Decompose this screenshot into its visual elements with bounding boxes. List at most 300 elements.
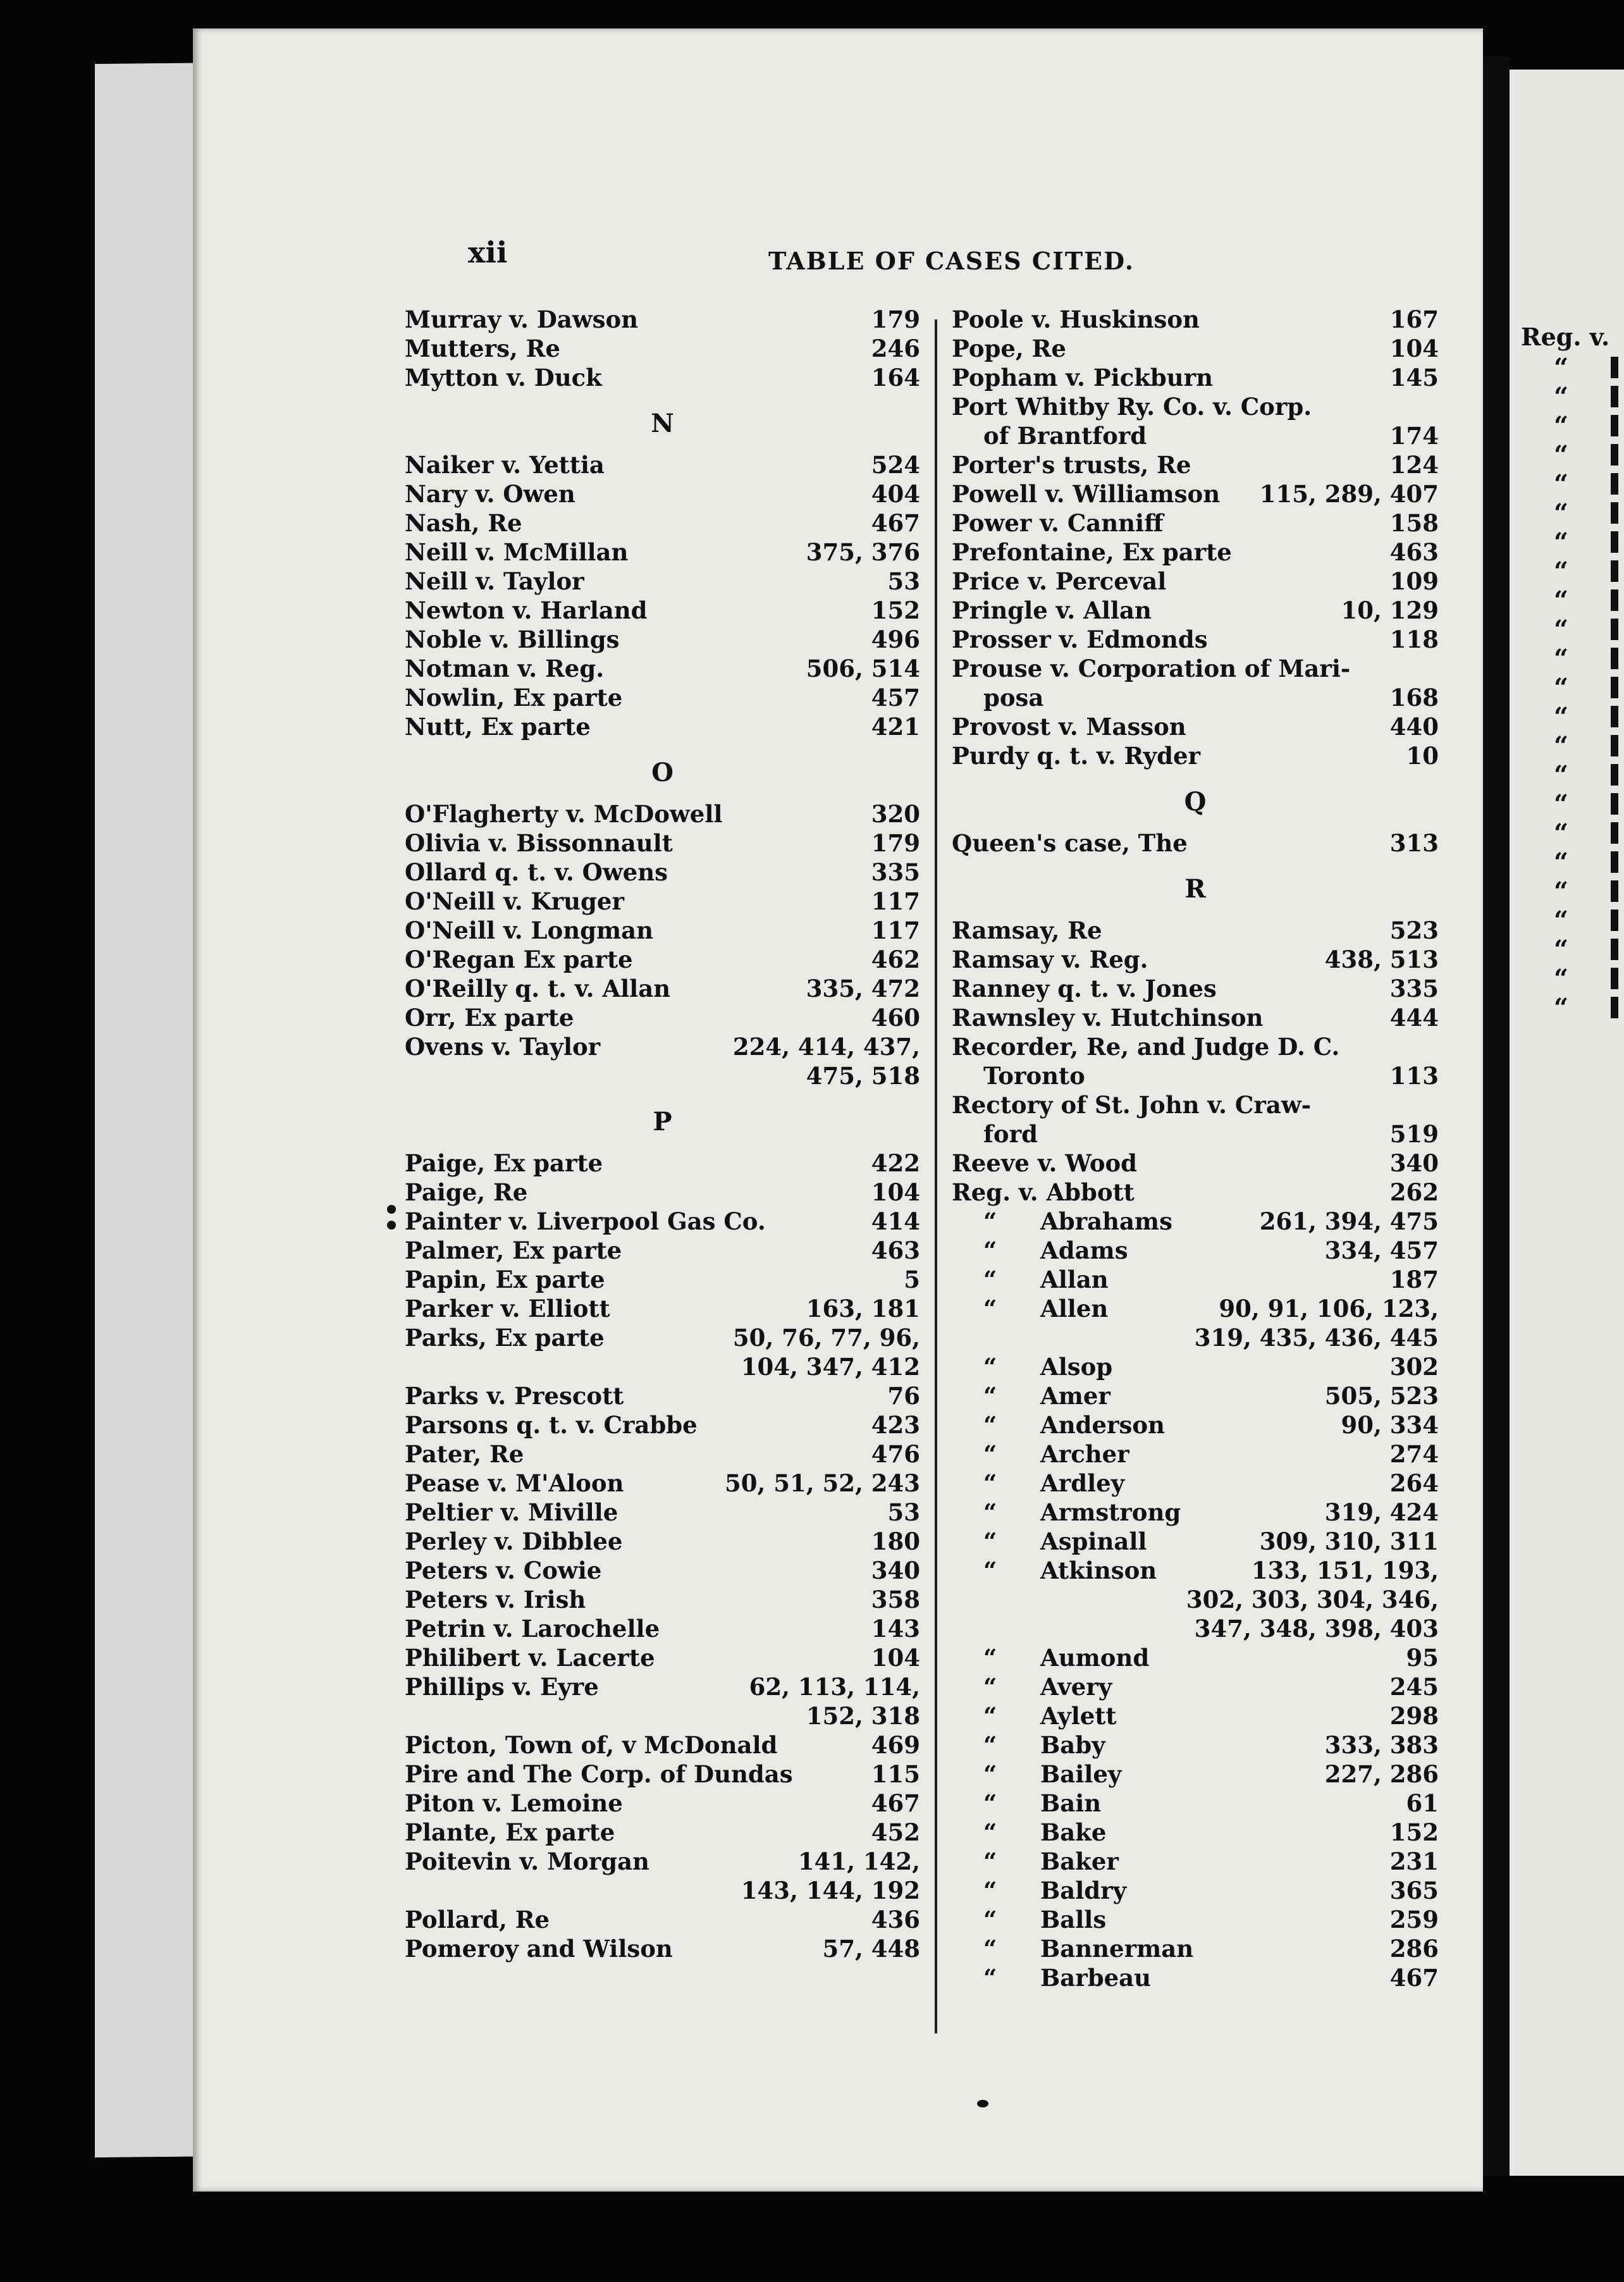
case-entry xyxy=(405,479,920,509)
case-name: Allan xyxy=(1040,1266,1109,1293)
case-entry xyxy=(405,1410,920,1440)
page-references: 335 xyxy=(1389,975,1439,1002)
case-name: Archer xyxy=(1040,1440,1129,1468)
page-references: 476 xyxy=(871,1440,920,1468)
case-name: Aspinall xyxy=(1040,1527,1147,1555)
facing-page-ditto-mark: “ xyxy=(1554,644,1569,674)
case-entry xyxy=(952,1265,1439,1294)
page-references: 440 xyxy=(1389,713,1439,741)
facing-page-ditto-mark: “ xyxy=(1554,789,1569,819)
facing-page-ditto-mark: “ xyxy=(1554,760,1569,790)
case-name: Nary v. Owen xyxy=(405,480,575,508)
page-references: 519 xyxy=(1389,1120,1439,1148)
case-entry xyxy=(405,1730,920,1760)
case-name: Prouse v. Corporation of Mari- xyxy=(952,655,1351,682)
case-name: Ramsay, Re xyxy=(952,916,1102,944)
case-entry xyxy=(405,1527,920,1556)
page-references: 53 xyxy=(887,1498,920,1526)
case-name: Toronto xyxy=(983,1062,1085,1090)
facing-page-text-stub xyxy=(1611,968,1618,989)
facing-page-text-stub xyxy=(1611,531,1618,553)
facing-page-text-stub xyxy=(1611,589,1618,611)
facing-page-ditto-mark: “ xyxy=(1554,848,1569,877)
page-references: 523 xyxy=(1389,916,1439,944)
page-references: 10, 129 xyxy=(1341,596,1439,624)
page-references: 505, 523 xyxy=(1324,1382,1439,1410)
case-name: Piton v. Lemoine xyxy=(405,1789,623,1817)
case-entry xyxy=(405,1207,920,1236)
case-entry xyxy=(405,1905,920,1934)
case-name: Queen's case, The xyxy=(952,829,1188,857)
facing-page-text-stub xyxy=(1611,910,1618,931)
case-entry xyxy=(405,1847,920,1876)
case-entry xyxy=(405,1032,920,1061)
facing-page-text-stub xyxy=(1611,851,1618,873)
case-entry xyxy=(952,712,1439,741)
case-entry xyxy=(405,1236,920,1265)
page-references: 452 xyxy=(871,1818,920,1846)
ditto-mark: “ xyxy=(983,1382,997,1410)
case-name: Port Whitby Ry. Co. v. Corp. xyxy=(952,393,1312,421)
page-references: 133, 151, 193, xyxy=(1251,1557,1439,1584)
case-name: Atkinson xyxy=(1040,1557,1157,1584)
case-name: Popham v. Pickburn xyxy=(952,364,1214,392)
page-number: xii xyxy=(468,235,508,269)
case-entry xyxy=(405,654,920,683)
page-references: 460 xyxy=(871,1004,920,1032)
case-entry xyxy=(405,683,920,712)
case-entry xyxy=(952,1352,1439,1381)
case-name: Naiker v. Yettia xyxy=(405,451,605,479)
ditto-mark: “ xyxy=(983,1847,997,1875)
page-references: 319, 435, 436, 445 xyxy=(1194,1324,1439,1352)
facing-page-ditto-mark: “ xyxy=(1554,498,1569,528)
case-name: Nowlin, Ex parte xyxy=(405,684,623,712)
facing-page-text-stub xyxy=(1611,880,1618,902)
case-entry xyxy=(405,1760,920,1789)
facing-page-ditto-mark: “ xyxy=(1554,964,1569,994)
case-name: Paige, Re xyxy=(405,1178,528,1206)
facing-page-text-stub xyxy=(1611,764,1618,786)
case-name: Avery xyxy=(1040,1673,1112,1701)
case-name: Poole v. Huskinson xyxy=(952,305,1200,333)
case-name: Amer xyxy=(1040,1382,1110,1410)
case-entry xyxy=(952,1003,1439,1032)
page-references: 53 xyxy=(887,567,920,595)
case-entry xyxy=(405,334,920,363)
page-references: 143, 144, 192 xyxy=(741,1877,920,1904)
facing-page-text-stub xyxy=(1611,997,1618,1018)
page-references: 286 xyxy=(1389,1935,1439,1963)
case-name: Ardley xyxy=(1040,1469,1125,1497)
case-entry xyxy=(952,1934,1439,1963)
case-name: Murray v. Dawson xyxy=(405,305,639,333)
case-entry xyxy=(405,305,920,334)
facing-page-fragment xyxy=(1510,70,1624,2176)
case-name: Abrahams xyxy=(1040,1207,1172,1235)
case-name: Peltier v. Miville xyxy=(405,1498,618,1526)
case-entry xyxy=(405,363,920,392)
page-references: 302, 303, 304, 346, xyxy=(1186,1586,1439,1613)
section-letter: Q xyxy=(1184,787,1207,817)
case-entry xyxy=(952,1207,1439,1236)
facing-page-ditto-mark: “ xyxy=(1554,993,1569,1023)
case-entry xyxy=(952,974,1439,1003)
ditto-mark: “ xyxy=(983,1237,997,1264)
case-name: Prefontaine, Ex parte xyxy=(952,538,1232,566)
page-references: 152 xyxy=(871,596,920,624)
page-references: 180 xyxy=(871,1527,920,1555)
page-references: 335 xyxy=(871,858,920,886)
case-name: Prosser v. Edmonds xyxy=(952,626,1208,653)
page-references: 457 xyxy=(871,684,920,712)
case-entry xyxy=(952,1905,1439,1934)
case-entry xyxy=(952,1032,1439,1061)
page-references: 463 xyxy=(1389,538,1439,566)
case-entry xyxy=(405,1149,920,1178)
case-entry xyxy=(405,1701,920,1730)
case-name: Pope, Re xyxy=(952,335,1066,362)
case-name: Parks v. Prescott xyxy=(405,1382,624,1410)
case-entry xyxy=(952,1090,1439,1119)
page-references: 164 xyxy=(871,364,920,392)
case-entry xyxy=(405,1556,920,1585)
page-references: 90, 91, 106, 123, xyxy=(1219,1295,1439,1323)
facing-page-ditto-mark: “ xyxy=(1554,469,1569,499)
page-references: 109 xyxy=(1389,567,1439,595)
case-name: Noble v. Billings xyxy=(405,626,620,653)
facing-page-text-stub xyxy=(1611,386,1618,407)
case-name: Mutters, Re xyxy=(405,335,560,362)
case-entry xyxy=(952,1701,1439,1730)
page-references: 187 xyxy=(1389,1266,1439,1293)
facing-page-ditto-mark: “ xyxy=(1554,906,1569,935)
case-entry xyxy=(952,1963,1439,1992)
case-entry xyxy=(405,596,920,625)
case-entry xyxy=(952,538,1439,567)
case-entry xyxy=(952,1818,1439,1847)
case-entry xyxy=(952,1760,1439,1789)
facing-page-text-stub xyxy=(1611,357,1618,378)
facing-page-text-stub xyxy=(1611,502,1618,524)
page-references: 104, 347, 412 xyxy=(741,1353,920,1381)
facing-page-ditto-mark: “ xyxy=(1554,557,1569,586)
case-entry xyxy=(405,1352,920,1381)
case-name: Newton v. Harland xyxy=(405,596,648,624)
case-entry xyxy=(952,829,1439,858)
page-references: 62, 113, 114, xyxy=(749,1673,920,1701)
case-entry xyxy=(952,1556,1439,1585)
case-entry xyxy=(405,1934,920,1963)
page-references: 90, 334 xyxy=(1341,1411,1439,1439)
facing-page-text-stub xyxy=(1611,648,1618,669)
case-entry xyxy=(952,1876,1439,1905)
case-entry xyxy=(952,1730,1439,1760)
ditto-mark: “ xyxy=(983,1935,997,1963)
page-references: 414 xyxy=(871,1207,920,1235)
case-entry xyxy=(405,1061,920,1090)
case-entry xyxy=(952,1061,1439,1090)
case-name: Baldry xyxy=(1040,1877,1127,1904)
case-entry xyxy=(952,654,1439,683)
case-name: Picton, Town of, v McDonald xyxy=(405,1731,778,1759)
facing-page-text-stub xyxy=(1611,735,1618,756)
case-name: Alsop xyxy=(1040,1353,1113,1381)
page-references: 438, 513 xyxy=(1324,946,1439,973)
facing-page-text-stub xyxy=(1611,939,1618,960)
running-head: TABLE OF CASES CITED. xyxy=(768,247,1135,275)
case-name: Balls xyxy=(1040,1906,1107,1934)
case-entry xyxy=(952,1294,1439,1323)
case-entry xyxy=(405,1469,920,1498)
page-references: 167 xyxy=(1389,305,1439,333)
case-entry xyxy=(405,1294,920,1323)
page-references: 475, 518 xyxy=(806,1062,920,1090)
facing-page-ditto-mark: “ xyxy=(1554,353,1569,383)
ditto-mark: “ xyxy=(983,1411,997,1439)
page-references: 10 xyxy=(1406,742,1439,770)
case-entry xyxy=(405,1498,920,1527)
case-name: Peters v. Cowie xyxy=(405,1557,602,1584)
case-name: O'Reilly q. t. v. Allan xyxy=(405,975,671,1002)
page-references: 50, 51, 52, 243 xyxy=(725,1469,920,1497)
page-references: 5 xyxy=(904,1266,920,1293)
case-name: O'Neill v. Longman xyxy=(405,916,653,944)
ditto-mark: “ xyxy=(983,1498,997,1526)
case-entry xyxy=(405,567,920,596)
case-entry xyxy=(952,625,1439,654)
case-entry xyxy=(952,1469,1439,1498)
case-entry xyxy=(952,1614,1439,1643)
case-name: Adams xyxy=(1040,1237,1128,1264)
page-foot-mark xyxy=(977,2100,988,2107)
page-references: 467 xyxy=(871,509,920,537)
page-references: 340 xyxy=(871,1557,920,1584)
page-references: 158 xyxy=(1389,509,1439,537)
case-name: Paige, Ex parte xyxy=(405,1149,603,1177)
case-name: Bake xyxy=(1040,1818,1107,1846)
page-references: 320 xyxy=(871,800,920,828)
case-entry xyxy=(405,1672,920,1701)
case-name: Rectory of St. John v. Craw- xyxy=(952,1091,1312,1119)
ditto-mark: “ xyxy=(983,1789,997,1817)
case-name: Anderson xyxy=(1040,1411,1165,1439)
case-entry xyxy=(952,567,1439,596)
margin-bullet xyxy=(387,1221,396,1230)
case-name: Bain xyxy=(1040,1789,1102,1817)
page-references: 115, 289, 407 xyxy=(1259,480,1439,508)
case-name: Pire and The Corp. of Dundas xyxy=(405,1760,793,1788)
case-name: of Brantford xyxy=(983,422,1147,450)
case-entry xyxy=(952,916,1439,945)
ditto-mark: “ xyxy=(983,1207,997,1235)
case-name: Parker v. Elliott xyxy=(405,1295,610,1323)
case-entry xyxy=(405,538,920,567)
page-references: 152 xyxy=(1389,1818,1439,1846)
page-references: 179 xyxy=(871,829,920,857)
case-name: Reg. v. Abbott xyxy=(952,1178,1135,1206)
page-references: 117 xyxy=(871,887,920,915)
case-name: Reeve v. Wood xyxy=(952,1149,1138,1177)
case-name: Price v. Perceval xyxy=(952,567,1167,595)
facing-page-ditto-mark: “ xyxy=(1554,877,1569,906)
facing-page-text-stub xyxy=(1611,677,1618,698)
case-entry xyxy=(405,974,920,1003)
case-entry xyxy=(952,1119,1439,1149)
page-references: 245 xyxy=(1389,1673,1439,1701)
page-references: 115 xyxy=(871,1760,920,1788)
case-name: posa xyxy=(983,684,1044,712)
page-references: 506, 514 xyxy=(806,655,920,682)
case-name: Baby xyxy=(1040,1731,1105,1759)
case-entry xyxy=(952,1643,1439,1672)
case-name: Bannerman xyxy=(1040,1935,1194,1963)
case-name: Parsons q. t. v. Crabbe xyxy=(405,1411,698,1439)
case-entry xyxy=(405,1440,920,1469)
ditto-mark: “ xyxy=(983,1644,997,1672)
case-name: Olivia v. Bissonnault xyxy=(405,829,673,857)
case-entry xyxy=(405,1381,920,1410)
case-name: Baker xyxy=(1040,1847,1119,1875)
ditto-mark: “ xyxy=(983,1557,997,1584)
facing-page-ditto-mark: “ xyxy=(1554,818,1569,848)
page-references: 163, 181 xyxy=(806,1295,920,1323)
case-name: Parks, Ex parte xyxy=(405,1324,605,1352)
page-references: 104 xyxy=(1389,335,1439,362)
case-entry xyxy=(952,479,1439,509)
page-references: 168 xyxy=(1389,684,1439,712)
case-entry xyxy=(952,334,1439,363)
case-name: Ranney q. t. v. Jones xyxy=(952,975,1217,1002)
case-name: Notman v. Reg. xyxy=(405,655,605,682)
right-column xyxy=(952,305,1439,1992)
page-references: 113 xyxy=(1389,1062,1439,1090)
case-entry xyxy=(405,1876,920,1905)
facing-page-ditto-mark: “ xyxy=(1554,702,1569,732)
case-name: Nutt, Ex parte xyxy=(405,713,591,741)
ditto-mark: “ xyxy=(983,1266,997,1293)
page-references: 404 xyxy=(871,480,920,508)
page-references: 467 xyxy=(871,1789,920,1817)
case-entry xyxy=(952,1847,1439,1876)
page-references: 496 xyxy=(871,626,920,653)
case-entry xyxy=(952,363,1439,392)
case-name: Neill v. Taylor xyxy=(405,567,584,595)
ditto-mark: “ xyxy=(983,1760,997,1788)
page-references: 302 xyxy=(1389,1353,1439,1381)
page-references: 274 xyxy=(1389,1440,1439,1468)
case-name: Purdy q. t. v. Ryder xyxy=(952,742,1200,770)
case-entry xyxy=(952,683,1439,712)
case-entry xyxy=(405,858,920,887)
case-name: ford xyxy=(983,1120,1038,1148)
case-entry xyxy=(952,1498,1439,1527)
facing-page-text-stub xyxy=(1611,619,1618,640)
ditto-mark: “ xyxy=(983,1527,997,1555)
page-references: 436 xyxy=(871,1906,920,1934)
page-references: 347, 348, 398, 403 xyxy=(1194,1615,1439,1643)
facing-page-ditto-mark: “ xyxy=(1554,731,1569,761)
facing-page-ditto-mark: “ xyxy=(1554,527,1569,557)
section-letter: P xyxy=(653,1107,672,1137)
case-name: Nash, Re xyxy=(405,509,522,537)
page-references: 227, 286 xyxy=(1324,1760,1439,1788)
case-entry xyxy=(405,625,920,654)
ditto-mark: “ xyxy=(983,1673,997,1701)
facing-page-ditto-mark: “ xyxy=(1554,440,1569,470)
case-entry xyxy=(405,1818,920,1847)
case-name: Allen xyxy=(1040,1295,1109,1323)
page-references: 95 xyxy=(1406,1644,1439,1672)
page-references: 231 xyxy=(1389,1847,1439,1875)
case-entry xyxy=(405,1789,920,1818)
page-references: 262 xyxy=(1389,1178,1439,1206)
case-name: Rawnsley v. Hutchinson xyxy=(952,1004,1264,1032)
case-entry xyxy=(952,596,1439,625)
page-references: 50, 76, 77, 96, xyxy=(732,1324,920,1352)
page-references: 179 xyxy=(871,305,920,333)
case-name: Pease v. M'Aloon xyxy=(405,1469,624,1497)
page-references: 469 xyxy=(871,1731,920,1759)
page-references: 422 xyxy=(871,1149,920,1177)
section-letter: R xyxy=(1184,874,1206,904)
case-name: Provost v. Masson xyxy=(952,713,1186,741)
case-name: Power v. Canniff xyxy=(952,509,1164,537)
margin-bullet xyxy=(387,1205,396,1214)
page-references: 124 xyxy=(1389,451,1439,479)
book-gutter xyxy=(1483,57,1510,2176)
case-name: Orr, Ex parte xyxy=(405,1004,574,1032)
case-entry xyxy=(952,1672,1439,1701)
facing-page-ditto-mark: “ xyxy=(1554,673,1569,703)
facing-page-ditto-mark: “ xyxy=(1554,586,1569,615)
page-references: 104 xyxy=(871,1178,920,1206)
case-entry xyxy=(405,916,920,945)
case-name: Barbeau xyxy=(1040,1964,1152,1992)
page-references: 358 xyxy=(871,1586,920,1613)
page-references: 152, 318 xyxy=(806,1702,920,1730)
left-column xyxy=(405,305,920,1963)
page-references: 444 xyxy=(1389,1004,1439,1032)
page-references: 421 xyxy=(871,713,920,741)
page-references: 104 xyxy=(871,1644,920,1672)
facing-page-text-stub xyxy=(1611,560,1618,582)
facing-page-text-stub xyxy=(1611,444,1618,466)
case-name: Papin, Ex parte xyxy=(405,1266,605,1293)
case-name: Pringle v. Allan xyxy=(952,596,1152,624)
case-name: Peters v. Irish xyxy=(405,1586,586,1613)
ditto-mark: “ xyxy=(983,1702,997,1730)
case-name: Poitevin v. Morgan xyxy=(405,1847,649,1875)
facing-page-text-stub xyxy=(1611,415,1618,436)
case-entry xyxy=(405,1614,920,1643)
ditto-mark: “ xyxy=(983,1353,997,1381)
ditto-mark: “ xyxy=(983,1731,997,1759)
case-entry xyxy=(952,1410,1439,1440)
page-references: 117 xyxy=(871,916,920,944)
case-entry xyxy=(952,305,1439,334)
case-entry xyxy=(952,392,1439,421)
case-name: O'Regan Ex parte xyxy=(405,946,633,973)
case-entry xyxy=(405,1265,920,1294)
page-references: 309, 310, 311 xyxy=(1259,1527,1439,1555)
column-divider xyxy=(935,319,937,2033)
case-entry xyxy=(952,1440,1439,1469)
case-name: Palmer, Ex parte xyxy=(405,1237,622,1264)
case-entry xyxy=(952,1381,1439,1410)
case-name: Ovens v. Taylor xyxy=(405,1033,601,1061)
case-name: Plante, Ex parte xyxy=(405,1818,615,1846)
